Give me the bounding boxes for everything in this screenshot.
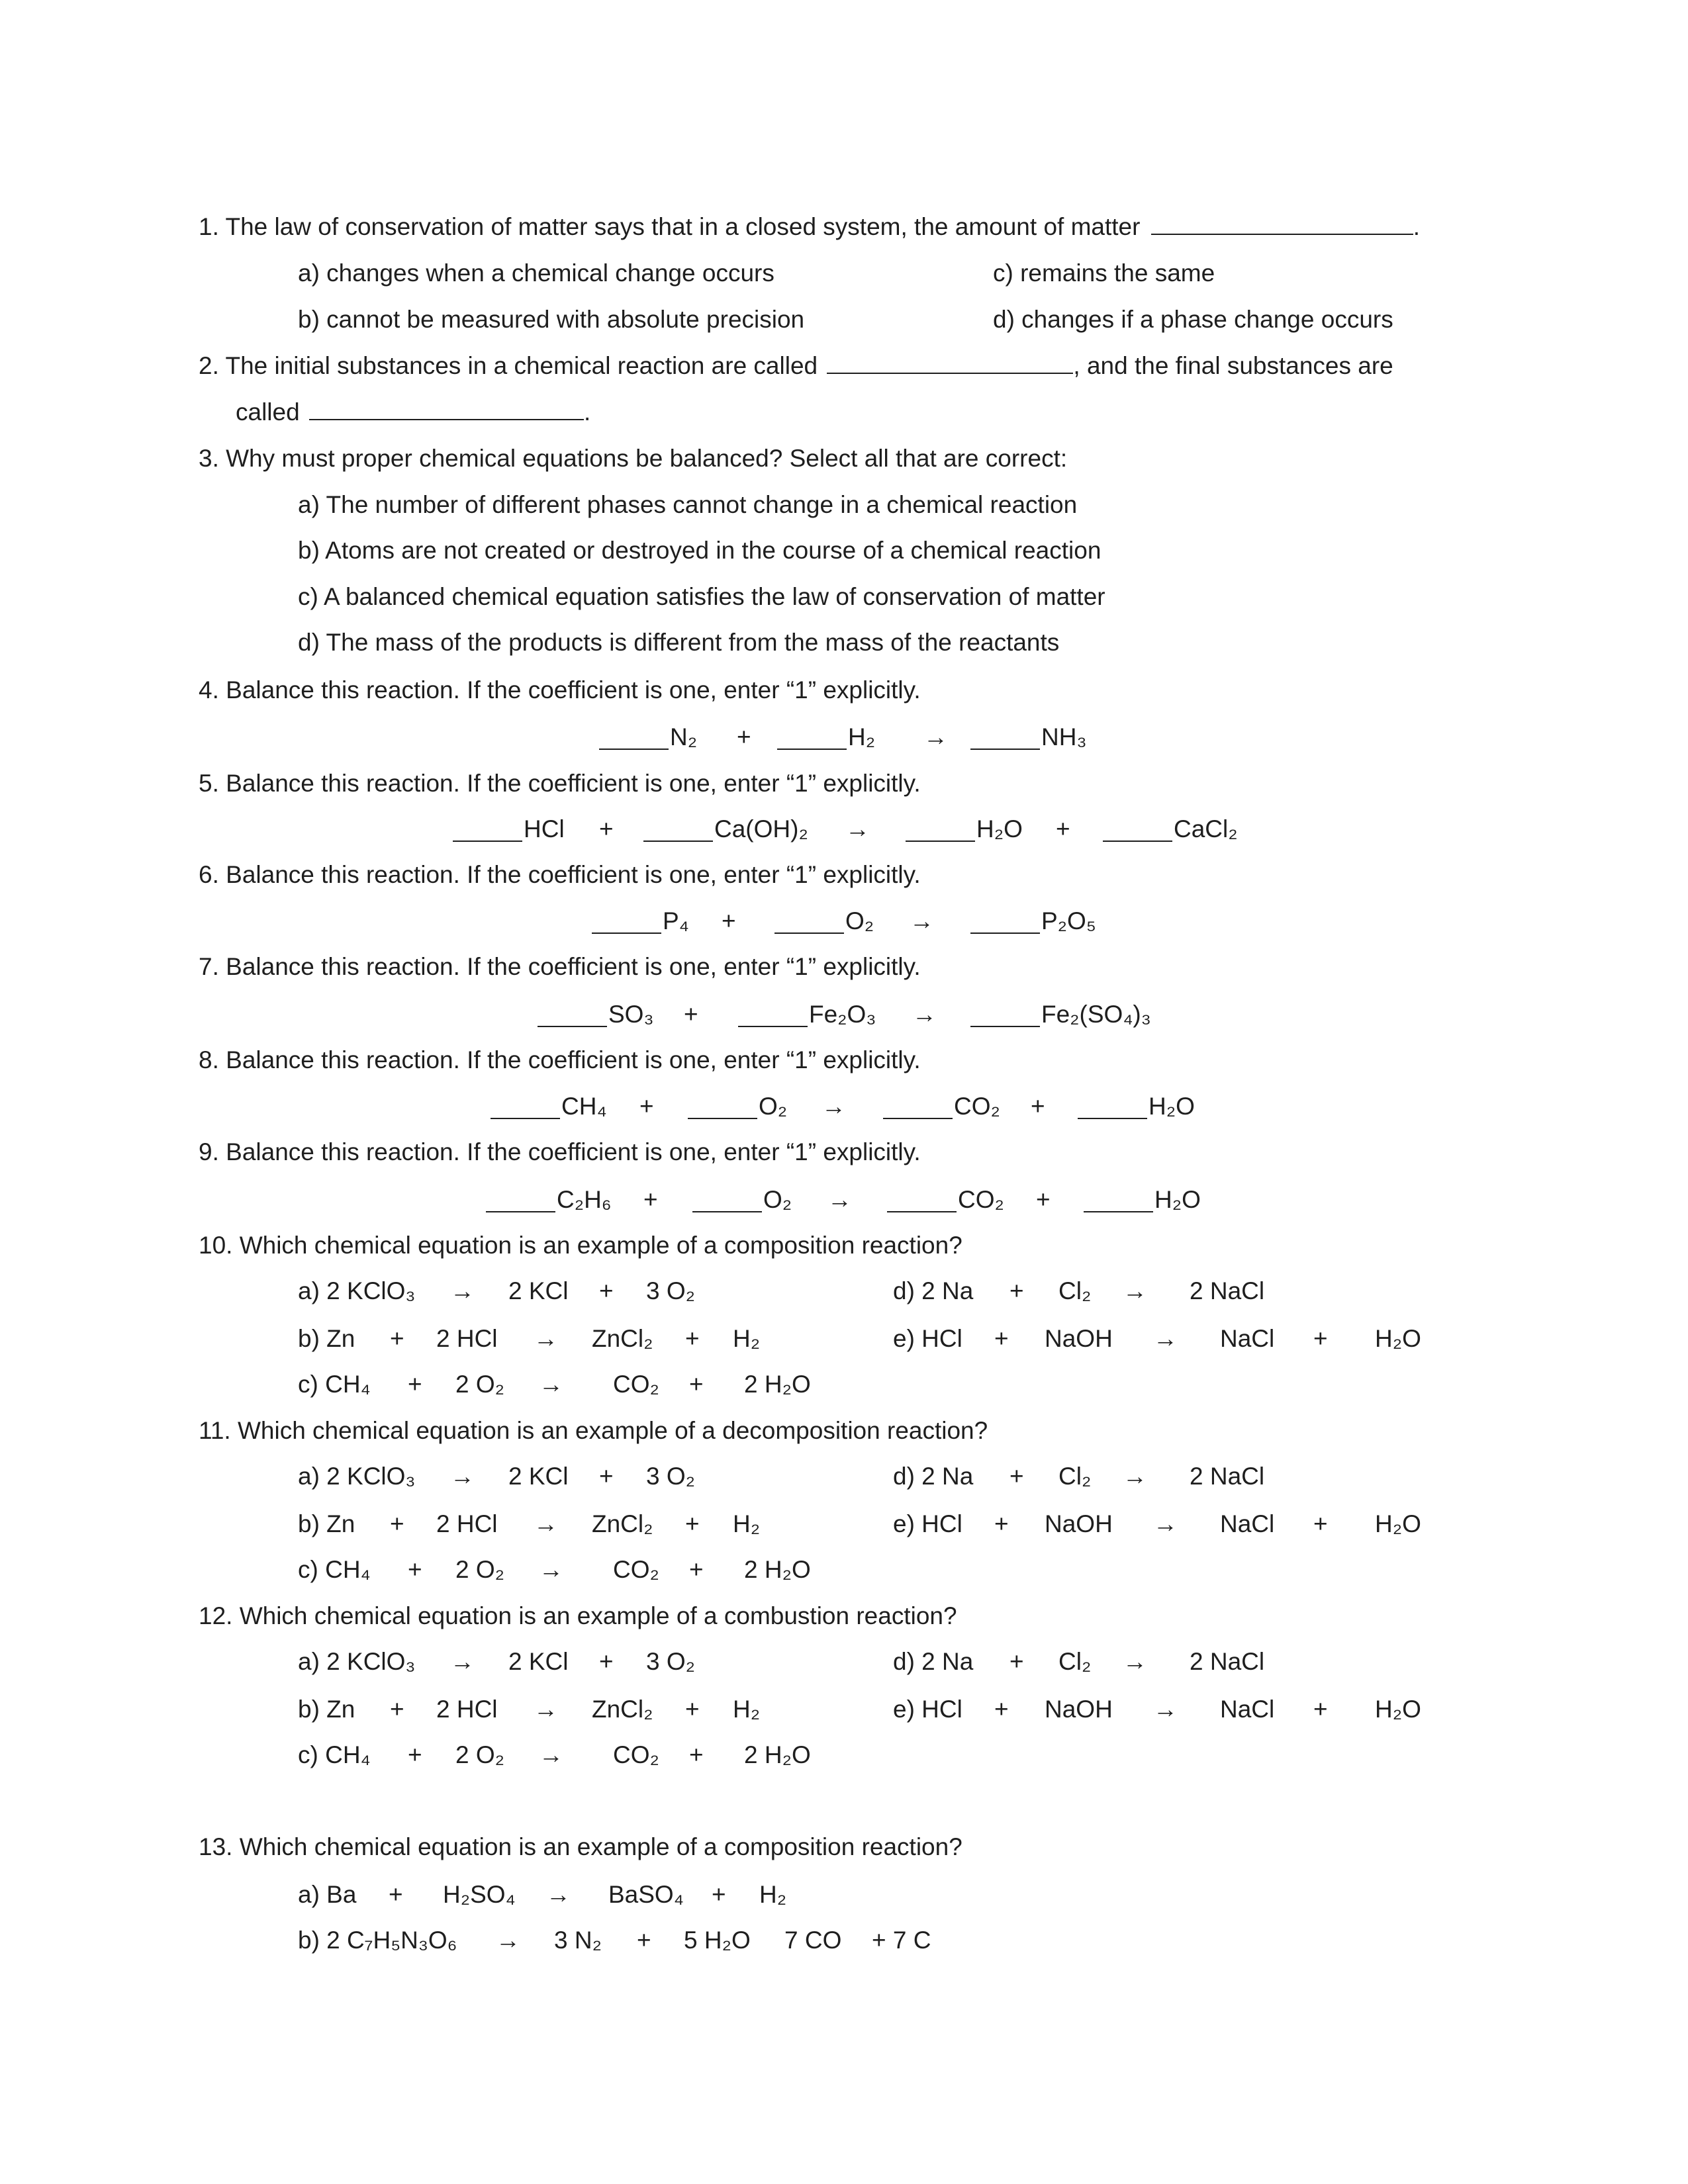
formula: 2 H₂O (744, 1371, 811, 1398)
question-2-text-after: , and the final substances are (1073, 352, 1393, 379)
formula: 3 O₂ (646, 1277, 695, 1304)
arrow-icon: → (496, 1927, 520, 1954)
coefficient-blank[interactable] (738, 1026, 808, 1027)
formula: H₂O (1375, 1325, 1421, 1352)
question-11-text: 11. Which chemical equation is an example of a decomposition reaction? (199, 1417, 988, 1444)
plus-sign: + (1031, 1093, 1045, 1120)
plus-sign: + (722, 907, 736, 934)
coefficient-blank[interactable] (970, 933, 1040, 934)
coefficient-blank[interactable] (491, 1118, 560, 1119)
plus-sign: + (685, 1696, 700, 1723)
formula: ZnCl₂ (592, 1325, 653, 1352)
plus-sign: + (390, 1696, 404, 1723)
plus-sign: + (689, 1371, 704, 1398)
formula: H₂O (976, 815, 1023, 842)
arrow-icon: → (534, 1325, 558, 1352)
arrow-icon: → (1153, 1325, 1178, 1352)
option-c[interactable]: c) CH₄ (298, 1371, 371, 1398)
period: . (583, 398, 591, 426)
formula: 2 O₂ (455, 1371, 504, 1398)
arrow-icon: → (1123, 1277, 1147, 1304)
formula: 2 NaCl (1190, 1648, 1265, 1675)
plus-sign: + (1009, 1648, 1024, 1675)
plus-sign: + (685, 1325, 700, 1352)
plus-sign: + (390, 1510, 404, 1537)
question-1-answer-blank[interactable] (1151, 211, 1413, 235)
option-a[interactable]: a) 2 KClO₃ (298, 1648, 416, 1675)
plus-sign: + (408, 1741, 422, 1768)
formula: 7 CO (784, 1927, 842, 1954)
coefficient-blank[interactable] (688, 1118, 757, 1119)
products-answer-blank[interactable] (309, 396, 584, 420)
option-a[interactable]: a) 2 KClO₃ (298, 1463, 416, 1490)
formula: H₂ (733, 1696, 761, 1723)
formula: SO₃ (608, 1001, 654, 1028)
question-13-text: 13. Which chemical equation is an example of a composition reaction? (199, 1833, 962, 1860)
plus-sign: + (599, 1277, 614, 1304)
formula: CO₂ (613, 1741, 659, 1768)
formula: H₂O (1154, 1186, 1201, 1213)
formula: H₂ (733, 1325, 761, 1352)
question-10-text: 10. Which chemical equation is an example of a composition reaction? (199, 1232, 962, 1259)
formula: ZnCl₂ (592, 1696, 653, 1723)
plus-sign: + (994, 1510, 1009, 1537)
question-1-option-d[interactable]: d) changes if a phase change occurs (993, 306, 1393, 333)
formula: 2 KCl (508, 1648, 569, 1675)
formula: CaCl₂ (1174, 815, 1238, 842)
plus-sign: + (1009, 1463, 1024, 1490)
option-b[interactable]: b) Zn (298, 1510, 355, 1537)
formula: 2 HCl (436, 1325, 498, 1352)
formula: O₂ (759, 1093, 788, 1120)
formula: 2 NaCl (1190, 1463, 1265, 1490)
plus-sign: + (390, 1325, 404, 1352)
formula: H₂O (1149, 1093, 1195, 1120)
coefficient-blank[interactable] (486, 1211, 555, 1212)
question-6-text: 6. Balance this reaction. If the coefficient is one, enter “1” explicitly. (199, 861, 921, 888)
arrow-icon: → (1153, 1510, 1178, 1537)
coefficient-blank[interactable] (1103, 841, 1172, 842)
formula: H₂SO₄ (443, 1881, 516, 1908)
plus-sign: + (684, 1001, 698, 1028)
question-7-text: 7. Balance this reaction. If the coefficient is one, enter “1” explicitly. (199, 953, 921, 980)
plus-sign: + (599, 1648, 614, 1675)
arrow-icon: → (1123, 1463, 1147, 1490)
question-1-option-c[interactable]: c) remains the same (993, 259, 1215, 287)
option-b[interactable]: b) 2 C₇H₅N₃O₆ (298, 1927, 457, 1954)
question-5-text: 5. Balance this reaction. If the coefficient is one, enter “1” explicitly. (199, 770, 921, 797)
question-8-text: 8. Balance this reaction. If the coefficient is one, enter “1” explicitly. (199, 1046, 921, 1073)
formula: ZnCl₂ (592, 1510, 653, 1537)
plus-sign: + (1036, 1186, 1051, 1213)
formula: H₂O (1375, 1696, 1421, 1723)
arrow-icon: → (923, 723, 948, 751)
coefficient-blank[interactable] (599, 749, 669, 750)
formula: CO₂ (613, 1556, 659, 1583)
plus-sign: + (737, 723, 751, 751)
coefficient-blank[interactable] (592, 933, 661, 934)
arrow-icon: → (827, 1186, 852, 1213)
plus-sign: + (639, 1093, 654, 1120)
option-d[interactable]: d) 2 Na (893, 1277, 974, 1304)
option-e[interactable]: e) HCl (893, 1510, 962, 1537)
option-a[interactable]: a) Ba (298, 1881, 357, 1908)
formula: 2 KCl (508, 1277, 569, 1304)
arrow-icon: → (539, 1556, 563, 1583)
plus-sign: + (389, 1881, 403, 1908)
formula: C₂H₆ (557, 1186, 612, 1213)
option-b[interactable]: b) Zn (298, 1325, 355, 1352)
formula: Ca(OH)₂ (714, 815, 808, 842)
question-2 (199, 350, 1393, 381)
formula: H₂ (759, 1881, 787, 1908)
coefficient-blank[interactable] (906, 841, 975, 842)
formula: Cl₂ (1058, 1648, 1092, 1675)
coefficient-blank[interactable] (777, 749, 847, 750)
question-2-line2 (236, 396, 590, 428)
plus-sign: + (712, 1881, 726, 1908)
formula: P₂O₅ (1041, 907, 1096, 934)
plus-sign: + (408, 1556, 422, 1583)
formula: Cl₂ (1058, 1277, 1092, 1304)
formula: Cl₂ (1058, 1463, 1092, 1490)
option-b[interactable]: b) Zn (298, 1696, 355, 1723)
option-a[interactable]: a) 2 KClO₃ (298, 1277, 416, 1304)
plus-sign: + (685, 1510, 700, 1537)
question-12-text: 12. Which chemical equation is an example of a combustion reaction? (199, 1602, 957, 1629)
question-2-text: 2. The initial substances in a chemical reaction are called (199, 352, 818, 379)
formula: NaOH (1045, 1325, 1113, 1352)
plus-sign: + (599, 1463, 614, 1490)
formula: P₄ (663, 907, 689, 934)
coefficient-blank[interactable] (774, 933, 844, 934)
question-1 (199, 211, 1420, 242)
arrow-icon: → (539, 1371, 563, 1398)
formula: 2 H₂O (744, 1556, 811, 1583)
arrow-icon: → (450, 1648, 475, 1675)
formula: 3 N₂ (554, 1927, 602, 1954)
plus-sign: + (599, 815, 614, 842)
arrow-icon: → (910, 907, 934, 934)
formula: 2 O₂ (455, 1741, 504, 1768)
reactants-answer-blank[interactable] (827, 350, 1073, 374)
plus-sign: + (689, 1556, 704, 1583)
arrow-icon: → (450, 1277, 475, 1304)
coefficient-blank[interactable] (1084, 1211, 1153, 1212)
question-2-called: called (236, 398, 300, 426)
formula: 2 HCl (436, 1696, 498, 1723)
option-c[interactable]: c) CH₄ (298, 1741, 371, 1768)
arrow-icon: → (450, 1463, 475, 1490)
coefficient-blank[interactable] (643, 841, 713, 842)
formula: NH₃ (1041, 723, 1087, 751)
plus-sign: + (1009, 1277, 1024, 1304)
formula: H₂ (733, 1510, 761, 1537)
question-4-text: 4. Balance this reaction. If the coefficient is one, enter “1” explicitly. (199, 676, 921, 704)
option-e[interactable]: e) HCl (893, 1696, 962, 1723)
option-e[interactable]: e) HCl (893, 1325, 962, 1352)
formula: 5 H₂O (684, 1927, 751, 1954)
plus-sign: + (643, 1186, 658, 1213)
formula: 2 O₂ (455, 1556, 504, 1583)
period: . (1413, 213, 1421, 240)
question-3-option-b[interactable]: b) Atoms are not created or destroyed in the course of a chemical reaction (298, 537, 1102, 564)
formula: NaCl (1220, 1696, 1275, 1723)
formula: 2 H₂O (744, 1741, 811, 1768)
question-9-text: 9. Balance this reaction. If the coefficient is one, enter “1” explicitly. (199, 1138, 921, 1165)
formula: 3 O₂ (646, 1463, 695, 1490)
coefficient-blank[interactable] (970, 1026, 1040, 1027)
plus-sign: + (408, 1371, 422, 1398)
coefficient-blank[interactable] (970, 749, 1040, 750)
formula: NaCl (1220, 1325, 1275, 1352)
option-d[interactable]: d) 2 Na (893, 1463, 974, 1490)
formula: NaCl (1220, 1510, 1275, 1537)
question-3-option-d[interactable]: d) The mass of the products is different from the mass of the reactants (298, 629, 1060, 656)
arrow-icon: → (539, 1741, 563, 1768)
question-3-option-c[interactable]: c) A balanced chemical equation satisfies the law of conservation of matter (298, 583, 1105, 610)
formula: CO₂ (958, 1186, 1004, 1213)
formula: HCl (524, 815, 565, 842)
formula: NaOH (1045, 1510, 1113, 1537)
coefficient-blank[interactable] (1078, 1118, 1147, 1119)
coefficient-blank[interactable] (887, 1211, 957, 1212)
question-1-option-a[interactable]: a) changes when a chemical change occurs (298, 259, 774, 287)
formula: H₂ (848, 723, 876, 751)
formula: O₂ (845, 907, 874, 934)
coefficient-blank[interactable] (538, 1026, 607, 1027)
arrow-icon: → (821, 1093, 846, 1120)
plus-sign: + (1313, 1510, 1328, 1537)
arrow-icon: → (546, 1881, 571, 1908)
option-d[interactable]: d) 2 Na (893, 1648, 974, 1675)
formula: 3 O₂ (646, 1648, 695, 1675)
plus-sign: + (994, 1325, 1009, 1352)
plus-sign: + (1056, 815, 1070, 842)
formula: NaOH (1045, 1696, 1113, 1723)
formula: Fe₂(SO₄)₃ (1041, 1001, 1151, 1028)
plus-sign: + (1313, 1696, 1328, 1723)
arrow-icon: → (1123, 1648, 1147, 1675)
question-1-text: 1. The law of conservation of matter says that in a closed system, the amount of matter (199, 213, 1141, 240)
arrow-icon: → (845, 815, 870, 842)
formula: 2 NaCl (1190, 1277, 1265, 1304)
plus-sign: + (994, 1696, 1009, 1723)
formula: + 7 C (872, 1927, 931, 1954)
arrow-icon: → (1153, 1696, 1178, 1723)
arrow-icon: → (534, 1696, 558, 1723)
question-3-text: 3. Why must proper chemical equations be balanced? Select all that are correct: (199, 445, 1068, 472)
formula: 2 KCl (508, 1463, 569, 1490)
formula: CO₂ (954, 1093, 1000, 1120)
coefficient-blank[interactable] (883, 1118, 953, 1119)
formula: BaSO₄ (608, 1881, 684, 1908)
coefficient-blank[interactable] (692, 1211, 762, 1212)
formula: Fe₂O₃ (809, 1001, 876, 1028)
arrow-icon: → (912, 1001, 937, 1028)
formula: O₂ (763, 1186, 792, 1213)
formula: H₂O (1375, 1510, 1421, 1537)
formula: 2 HCl (436, 1510, 498, 1537)
plus-sign: + (1313, 1325, 1328, 1352)
plus-sign: + (689, 1741, 704, 1768)
question-3-option-a[interactable]: a) The number of different phases cannot change in a chemical reaction (298, 491, 1078, 518)
option-c[interactable]: c) CH₄ (298, 1556, 371, 1583)
formula: CO₂ (613, 1371, 659, 1398)
formula: N₂ (670, 723, 698, 751)
coefficient-blank[interactable] (453, 841, 522, 842)
plus-sign: + (637, 1927, 651, 1954)
formula: CH₄ (561, 1093, 607, 1120)
question-1-option-b[interactable]: b) cannot be measured with absolute precision (298, 306, 805, 333)
arrow-icon: → (534, 1510, 558, 1537)
